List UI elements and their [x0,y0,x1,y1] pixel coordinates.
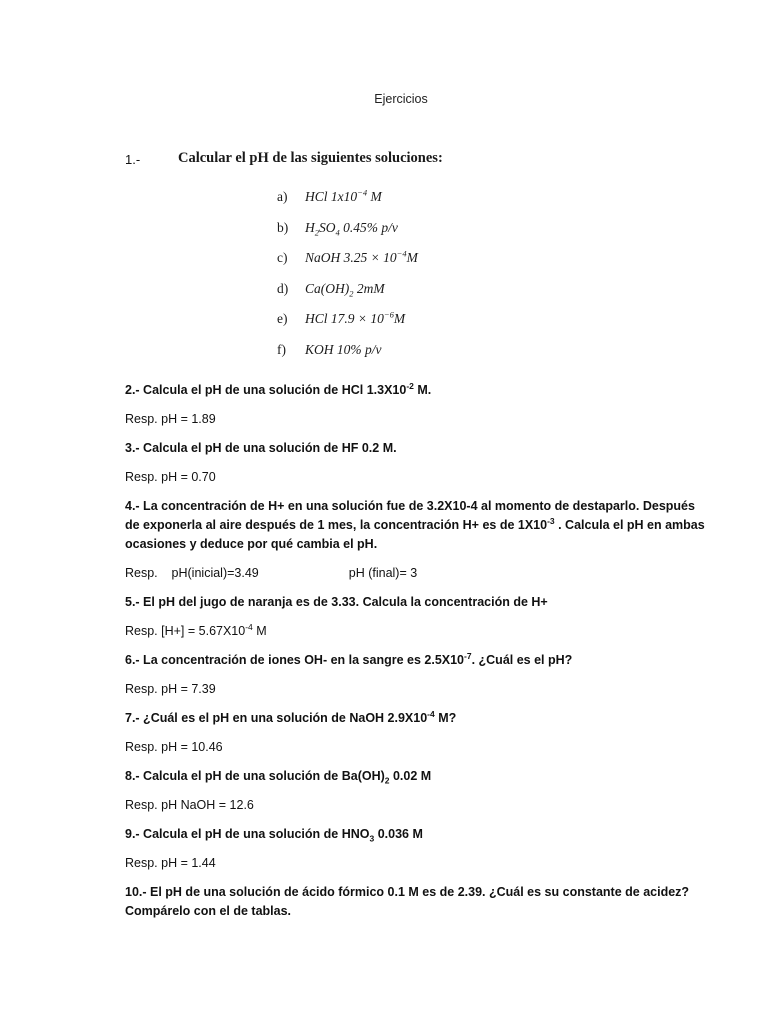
document-title: Ejercicios [374,92,428,106]
q1-item-f: f) KOH 10% p/v [277,341,382,357]
question-5: 5.- El pH del jugo de naranja es de 3.33. Calcula la concentración de H+ [125,595,548,609]
question-9: 9.- Calcula el pH de una solución de $HNO_3$ 0.036 M [125,827,423,844]
question-1-list [277,182,418,365]
answer-4: Resp. pH(inicial)=3.49 pH (final)= 3 [125,566,418,580]
question-4: 4.- La concentración de H+ en una solución fue de 3.2X10-4 al momento de destaparlo. Después de exponerla al aire después de 1 mes, la concentración H+ es de $1X10^{-3}$ . Calcula el pH en ambas ocasiones y deduce por qué cambia el pH. [125,499,705,551]
q1-item-a: a) HCl $1x10^{-4}$ M [277,187,382,205]
q1-item-b: b) $H_2SO_4$ 0.45% p/v [277,219,398,238]
question-1-heading: Calcular el pH de las siguientes soluciones: [178,150,443,166]
question-3: 3.- Calcula el pH de una solución de HF 0.2 M. [125,441,397,455]
question-10: 10.- El pH de una solución de ácido fórmico 0.1 M es de 2.39. ¿Cuál es su constante de acidez? Compárelo con el de tablas. [125,885,690,918]
answer-3: Resp. pH = 0.70 [125,470,216,484]
q1-item-d: d) $Ca(OH)_2$ 2mM [277,280,385,299]
q1-item-e: e) HCl $17.9 \times 10^{-6}M$ [277,309,406,327]
answer-5: Resp. $[H+] = 5.67X10^{-4}$ M [125,621,267,638]
question-2: 2.- Calcula el pH de una solución de HCl $1.3X10^{-2}$ M. [125,380,432,397]
q1-item-c: c) NaOH $3.25 \times 10^{-4}M$ [277,248,418,266]
question-8: 8.- Calcula el pH de una solución de $Ba(OH)_2$ 0.02 M [125,769,432,786]
answer-8: Resp. pH NaOH = 12.6 [125,798,254,812]
answer-2: Resp. pH = 1.89 [125,412,216,426]
answer-6: Resp. pH = 7.39 [125,682,216,696]
answer-9: Resp. pH = 1.44 [125,856,216,870]
question-1-number: 1.- [125,152,141,167]
answer-7: Resp. pH = 10.46 [125,740,223,754]
question-6: 6.- La concentración de iones OH- en la sangre es $2.5X10^{-7}$. ¿Cuál es el pH? [125,650,573,667]
question-7: 7.- ¿Cuál es el pH en una solución de NaOH $2.9X10^{-4}$ M? [125,708,457,725]
